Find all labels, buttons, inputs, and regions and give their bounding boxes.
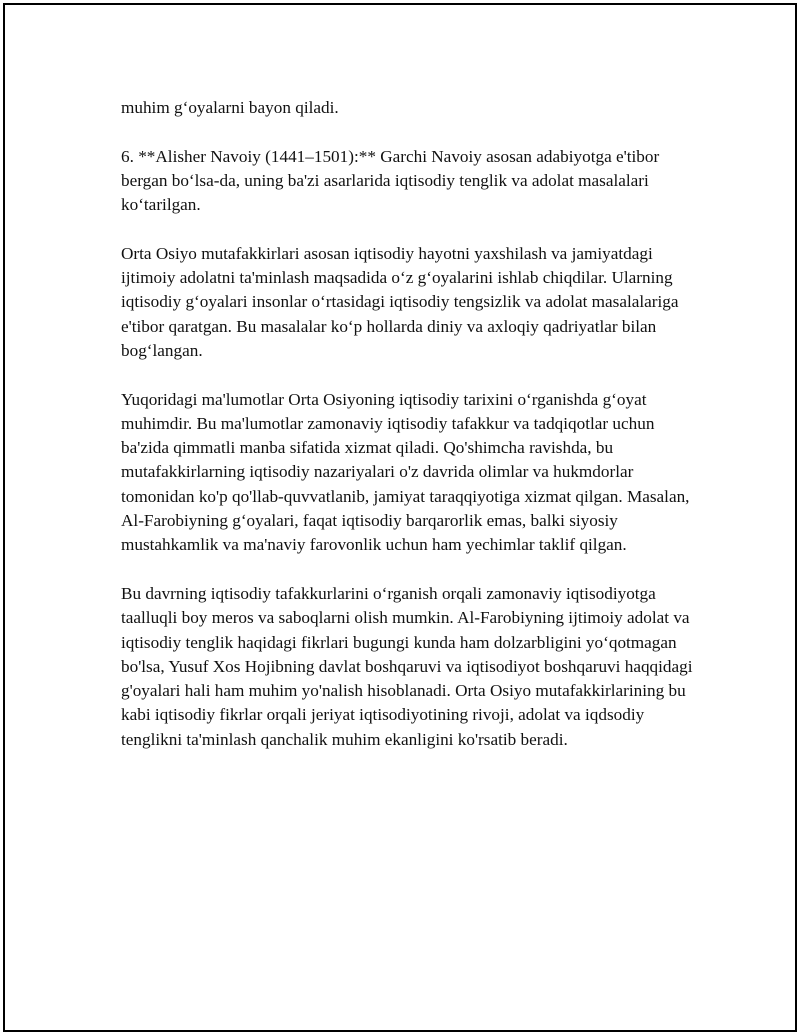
paragraph-central-asian-thinkers: Orta Osiyo mutafakkirlari asosan iqtisodiy hayotni yaxshilash va jamiyatdagi ijtimoiy adolatni ta'minlash maqsadida o‘z g‘oyalarini ishlab chiqdilar. Ularning iqtisodiy g‘oyalari insonlar o‘rtasidagi iqtisodiy tengsizlik va adolat masalalariga e'tibor qaratgan. Bu masalalar ko‘p hollarda diniy va axloqiy qadriyatlar bilan bog‘langan.: [121, 243, 679, 360]
paragraph-navoiy: 6. **Alisher Navoiy (1441–1501):** Garchi Navoiy asosan adabiyotga e'tibor bergan bo‘lsa-da, uning ba'zi asarlarida iqtisodiy tenglik va adolat masalalari ko‘tarilgan.: [121, 146, 660, 215]
paragraph-historical-importance: Yuqoridagi ma'lumotlar Orta Osiyoning iqtisodiy tarixini o‘rganishda g‘oyat muhimdir. Bu ma'lumotlar zamonaviy iqtisodiy tafakkur va tadqiqotlar uchun ba'zida qimmatli manba sifatida xizmat qiladi. Qo'shimcha ravishda, bu mutafakkirlarning iqtisodiy nazariyalari o'z davrida olimlar va hukmdorlar tomonidan ko'p qo'llab-quvvatlanib, jamiyat taraqqiyotiga xizmat qilgan. Masalan, Al-Farobiyning g‘oyalari, faqat iqtisodiy barqarorlik emas, balki siyosiy mustahkamlik va ma'naviy farovonlik uchun ham yechimlar taklif qilgan.: [121, 389, 690, 555]
paragraph-continuation: muhim g‘oyalarni bayon qiladi.: [121, 98, 339, 117]
document-page: [3, 3, 797, 1032]
document-body: [121, 96, 701, 776]
paragraph-conclusion: Bu davrning iqtisodiy tafakkurlarini o‘rganish orqali zamonaviy iqtisodiyotga taalluqli boy meros va saboqlarni olish mumkin. Al-Farobiyning ijtimoiy adolat va iqtisodiy tenglik haqidagi fikrlari bugungi kunda ham dolzarbligini yo‘qotmagan bo'lsa, Yusuf Xos Hojibning davlat boshqaruvi va iqtisodiyot boshqaruvi haqqidagi g'oyalari hali ham muhim yo'nalish hisoblanadi. Orta Osiyo mutafakkirlarining bu kabi iqtisodiy fikrlar orqali jeriyat iqtisodiyotining rivoji, adolat va iqdsodiy tenglikni ta'minlash qanchalik muhim ekanligini ko'rsatib beradi.: [121, 583, 693, 749]
